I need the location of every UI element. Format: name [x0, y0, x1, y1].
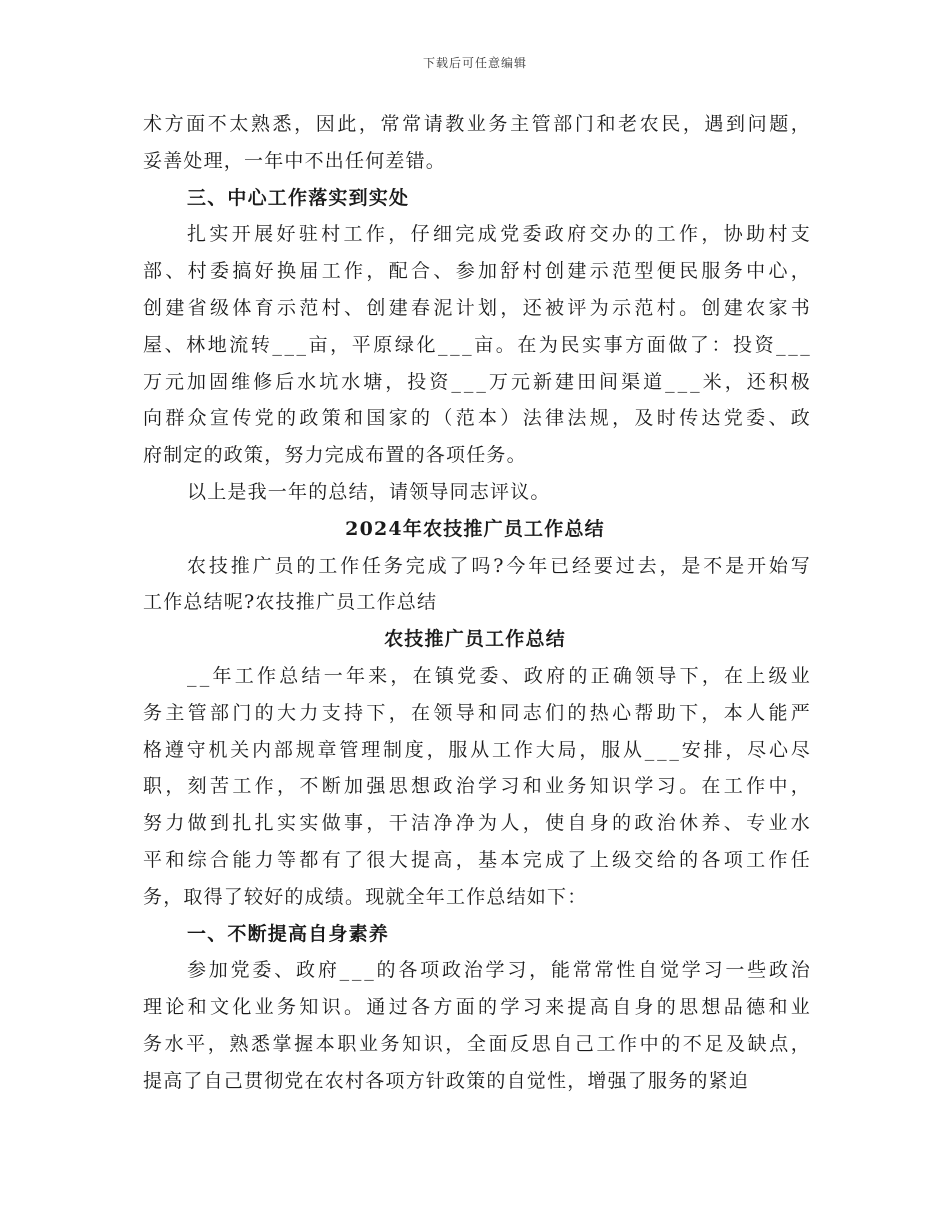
text-line: __年工作总结一年来，在镇党委、政府的正确领导下，在上级业	[187, 665, 814, 687]
text-line: 妥善处理，一年中不出任何差错。	[143, 149, 447, 172]
section-title: 2024年农技推广员工作总结	[345, 517, 605, 540]
text-line: 工作总结呢?农技推广员工作总结	[143, 591, 438, 614]
text-line: 务，取得了较好的成绩。现就全年工作总结如下：	[143, 885, 588, 908]
text-line: 向群众宣传党的政策和国家的（范本）法律法规，及时传达党委、政	[143, 407, 814, 430]
page-header: 下载后可任意编辑	[422, 56, 527, 70]
section-title: 农技推广员工作总结	[384, 628, 566, 651]
text-line: 府制定的政策，努力完成布置的各项任务。	[143, 444, 527, 467]
text-line: 创建省级体育示范村、创建春泥计划，还被评为示范村。创建农家书	[143, 297, 814, 319]
text-line: 参加党委、政府___的各项政治学习，能常常性自觉学习一些政治	[187, 959, 813, 982]
text-line: 扎实开展好驻村工作，仔细完成党委政府交办的工作，协助村支	[187, 223, 814, 246]
section-heading: 一、不断提高自身素养	[187, 922, 390, 945]
text-line: 平和综合能力等都有了很大提高，基本完成了上级交给的各项工作任	[143, 849, 814, 871]
text-line: 务主管部门的大力支持下，在领导和同志们的热心帮助下，本人能严	[143, 701, 814, 724]
text-line: 屋、林地流转___亩，平原绿化___亩。在为民实事方面做了：投资___	[143, 333, 813, 356]
text-line: 部、村委搞好换届工作，配合、参加舒村创建示范型便民服务中心，	[143, 260, 814, 283]
text-line: 格遵守机关内部规章管理制度，服从工作大局，服从___安排，尽心尽	[143, 738, 813, 761]
text-line: 务水平，熟悉掌握本职业务知识，全面反思自己工作中的不足及缺点，	[143, 1033, 813, 1055]
text-line: 农技推广员的工作任务完成了吗?今年已经要过去，是不是开始写	[187, 554, 813, 577]
text-line: 术方面不太熟悉，因此，常常请教业务主管部门和老农民，遇到问题，	[143, 113, 813, 135]
text-line: 理论和文化业务知识。通过各方面的学习来提高自身的思想品德和业	[143, 996, 814, 1019]
text-line: 万元加固维修后水坑水塘，投资___万元新建田间渠道___米，还积极	[143, 370, 813, 393]
text-line: 职，刻苦工作，不断加强思想政治学习和业务知识学习。在工作中，	[143, 775, 814, 798]
text-line: 以上是我一年的总结，请领导同志评议。	[187, 481, 551, 503]
text-line: 努力做到扎扎实实做事，干洁净净为人，使自身的政治休养、专业水	[143, 812, 814, 835]
text-line: 提高了自己贯彻党在农村各项方针政策的自觉性，增强了服务的紧迫	[143, 1069, 750, 1092]
section-heading: 三、中心工作落实到实处	[187, 186, 410, 209]
